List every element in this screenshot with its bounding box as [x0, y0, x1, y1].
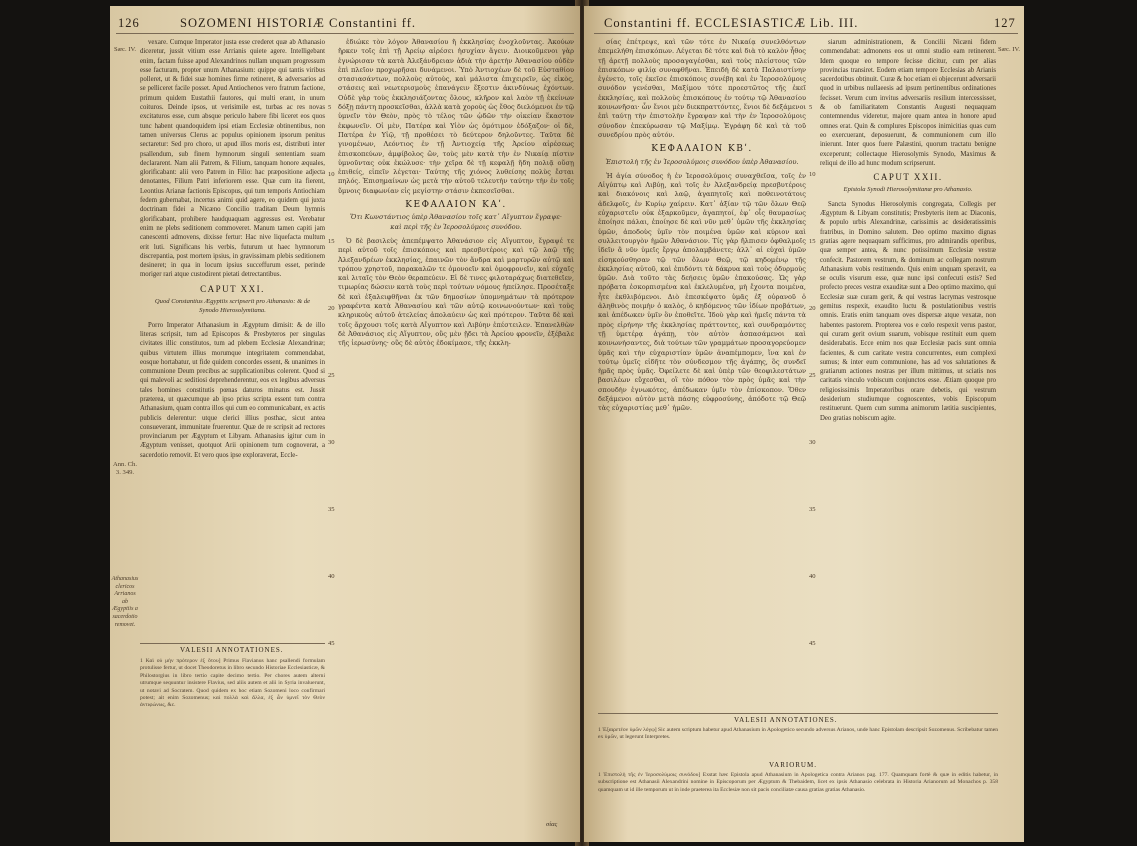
left-chapter-title-latin: CAPUT XXI. [200, 283, 265, 294]
right-latin-column [820, 38, 996, 708]
right-latin-paragraph-2: Sancta Synodus Hierosolymis congregata, Collegis per Ægyptum & Libyam constitutis; Presbyteris item ac Diaconis, & populo urbis Alexandrinæ, carissimis ac desideratissimis fratribus, in Domino salutem. Deo optimo maximo dignas gratias agere nequaquam sufficimus, pro admirandis operibus, quæ semper antea, & nunc potissimum Ecclesiæ vestræ confecit. Pastorem vestrum, & dominum ac collegam nostrum Athanasium vobis restituendo. Quis enim unquam speravit, ea se oculis visurum esse, quæ nunc ipsi confecuti estis? Sed profecto preces vestræ exauditæ sunt a Deo optimo maximo, qui Ecclesiæ suæ curam gerit, & qui vestras lacrymas vestrosque gemitus respexit, exaudito luctu & postulationibus vestris omnis. Eratis enim tanquam oves dispersæ atque vexatæ, non habentes pastorem. Propterea vos e cœlo respexit verus pastor, qui curam gerit ovium suarum, vobisque restituit eum quem desiderabatis. Ecce enim nos quæ Ecclesiæ pacis sunt omnia facientes, & cum caritate vestra concurrentes, eum complexi sumus; & inter eum communione, has ad vos salutationes & gratiarum actiones nostras per illum mittimus, ut sciatis nos caritatis vinculo vobiscum conjunctos esse. Ætiam quoque pro religiosissimis Imperatoribus orare debetis, qui vestrum desiderium studiumque cognoscentes, vobis Episcopum restituerunt. Quem cum summa animorum lætitia suscipientes, Deo gratias nobiscum agite. [820, 200, 996, 422]
right-latin-paragraph-1: siarum administrationem, & Concilii Nicæni fidem commendabat: admonens eos ut omni studio eam retinerent. Idem quoque eo tempore fecisse dicitur, cum per alias provincias transiret. Eodem etiam tempore Ecclesias ab Arianis sacerdotibus obtinuit. Curæ & hoc etiam ei objecerunt adversarii quod in urbibus nullaeesis ad ipsum pertinentibus ordinationes fecisset. Verum cum invitus adversariis resilium intercessisset, & ob familiaritatem Constantis Augusti nequaquam contemnendus videretur, majore quam antea in honore apud omnes erat. Quin & complures Episcopos inimicitias quas cum eo exercuerant, deposuerunt, & communionem cum illo inierunt. Inter quos fuere Palæstini, quorum tractatu benigne exceperunt; collectaque Hierosolymis Synodo, Maximus & reliqui de illo ad hunc modum scripserunt. [820, 39, 996, 167]
right-margin-year: Sæc. IV. [997, 46, 1021, 53]
left-margin-note: Athanasius clericos Arrianos ab Ægyptiis a sacerdotio removet. [111, 576, 139, 628]
left-page [110, 6, 580, 842]
right-line-number: 15 [809, 238, 816, 245]
right-chapter-title-greek: ΚΕΦΑΛΑΙΟΝ ΚΒʹ. [651, 144, 753, 155]
left-line-number: 15 [328, 238, 335, 245]
left-catchword: σίας [546, 821, 558, 828]
left-running-head: SOZOMENI HISTORIÆ Constantini ff. [180, 16, 417, 30]
right-line-number: 20 [809, 305, 816, 312]
right-page [584, 6, 1024, 842]
left-line-number: 5 [328, 104, 332, 111]
right-line-number: 45 [809, 640, 816, 647]
right-line-number: 40 [809, 573, 816, 580]
left-margin-date: Ann. Ch. 3. 349. [113, 461, 137, 477]
left-line-number: 25 [328, 372, 335, 379]
left-line-number: 40 [328, 573, 335, 580]
left-notes-text: 1 Καὶ οὐ μὴν πρότερον ἐξ ὅτου] Primus Flavianus hanc psallendi formulam protulisse fertur, ut docet Theodoretus in libro secundo Historiae Ecclesiasticæ, & Philostorgius in libro tertio capite decimo tertio. Per chores autem alterni utrumque sequuntur insistere Flavius, sed aliis autem et alii in Syria invaluerunt, ut notavi ad Socratem. Quod quidem ex hoc etiam Sozomeni loco confirmari potest; ait enim Sozomenus; καὶ πολλὰ καὶ ἄλλα, ἐξ ὧν ὑμνεῖ τὸν Θεὸν ἀντιφώνως, &c. [140, 658, 325, 709]
left-notes-rule [140, 643, 325, 644]
right-line-number: 35 [809, 506, 816, 513]
left-page-number: 126 [118, 16, 140, 30]
right-chapter-title-latin: CAPUT XXII. [873, 172, 943, 183]
right-head-rule [594, 33, 1018, 34]
right-notes-heading: VALESII ANNOTATIONES. [734, 716, 838, 724]
left-line-number: 30 [328, 439, 335, 446]
right-greek-paragraph-2: Ἡ ἁγία σύνοδος ἡ ἐν Ἱεροσολύμοις συναχθεῖσα, τοῖς ἐν Αἰγύπτῳ καὶ Λιβύῃ, καὶ τοῖς ἐν Ἀλεξανδρείᾳ πρεσβυτέροις καὶ διακόνοις καὶ λαῷ, ἀγαπητοῖς καὶ ποθεινοτάτοις ἀδελφοῖς, ἐν Κυρίῳ χαίρειν. Κατ᾽ ἀξίαν τῷ τῶν ὅλων Θεῷ εὐχαριστεῖν οὐκ ἐξαρκοῦμεν, ἀγαπητοί, ἐφ᾽ οἷς θαυμασίως ἐποίησε πάλαι, ἐποίησε δὲ καὶ νῦν μεθ᾽ ὑμῶν τῆς ἐκκλησίας ὑμῶν, ἀποδοὺς ὑμῖν τὸν ποιμένα ὑμῶν καὶ κύριον καὶ συλλειτουργὸν ἡμῶν Ἀθανάσιον. Τίς γὰρ ἤλπισεν ὀφθαλμοῖς ἰδεῖν ἃ νῦν ὑμεῖς ἔργῳ ἀπολαμβάνετε; ἀλλ᾽ αἱ εὐχαὶ ὑμῶν εἰσηκούσθησαν τῷ τῶν ὅλων Θεῷ, τῷ κηδομένῳ τῆς ἐκκλησίας αὐτοῦ, καὶ ἐπιδόντι τὰ δάκρυα καὶ τοὺς ὀδυρμοὺς ὑμῶν. Διὰ τοῦτο τὰς δεήσεις ὑμῶν ἐπακούσας. Ὡς γὰρ πρόβατα ἐσκορπισμένα καὶ ἐκλελυμένα, μὴ ἔχοντα ποιμένα, ἦτε ἐκθλιβόμενοι. Διὸ ἐπεσκέψατο ὑμᾶς ἐξ οὐρανοῦ ὁ ἀληθινὸς ποιμὴν ὁ καλὸς, ὁ κηδόμενος τῶν ἰδίων προβάτων, καὶ ἀπέδωκεν ὑμῖν ὃν ἐποθεῖτε. Ἰδοὺ γὰρ καὶ ἡμεῖς πάντα τὰ πρὸς εἰρήνην τῆς ἐκκλησίας πράττοντες, καὶ συνδραμόντες τῇ ὑμετέρᾳ ἀγάπῃ, τὸν αὐτὸν ἀσπασάμενοι καὶ κοινωνήσαντες, διὰ τούτων τῶν γραμμάτων προσαγορεύομεν ὑμᾶς καὶ τὴν εὐχαριστίαν ὑμῶν ἀναπέμπομεν, ἵνα καὶ ἐν τούτῳ ὑμεῖς εἰδῆτε τὸν σύνδεσμον τῆς ἀγάπης, ὃς συνδεῖ ἡμᾶς πρὸς ὑμᾶς. Ὀφείλετε δὲ καὶ ὑπὲρ τῶν θεοφιλεστάτων βασιλέων εὔχεσθαι, οἳ τὸν πόθον τὸν πρὸς ὑμᾶς καὶ τὴν σπουδὴν ἐγνωκότες, ἀπέδωκαν ὑμῖν τὸν ἐπίσκοπον. Ὅθεν δεξάμενοι αὐτὸν μετὰ πάσης εὐφροσύνης, ἀπόδοτε τῷ Θεῷ τὰς εὐχαριστίας μεθ᾽ ἡμῶν. [598, 171, 806, 413]
left-line-number: 35 [328, 506, 335, 513]
left-latin-column [140, 38, 325, 638]
left-line-number: 20 [328, 305, 335, 312]
right-line-number: 30 [809, 439, 816, 446]
right-page-number: 127 [994, 16, 1016, 30]
right-line-number: 25 [809, 372, 816, 379]
right-notes-text: 1 Ἐξαιρετέον ὑμῶν λόγῳ] Sic autem scriptum habetur apud Athanasium in Apologetico secundo adversus Arianos, unde hanc Epistolam descripsit Sozomenus. Scribebatur tamen ex ὑμῶν, ut legerunt Interpretes. [598, 727, 998, 741]
right-variorum-heading: VARIORUM. [769, 761, 817, 769]
left-line-number: 10 [328, 171, 335, 178]
left-head-rule [116, 33, 574, 34]
right-line-number: 5 [809, 104, 813, 111]
left-notes-heading: VALESII ANNOTATIONES. [180, 646, 284, 654]
left-latin-paragraph-2: Porro Imperator Athanasium in Ægyptum dimisit: & de illo literas scripsit, tum ad Episcopos & Presbyteros per singulas civitates illic constitutos, tum ad plebem Ecclesiæ Alexandrinæ; quibus virtutem illius morumque integritatem commendabat, eosque hortabatur, ut fide quidem concordes essent, & unanimes in communione Deum precibus ac supplicationibus colerent. Quod si qui malevoli ac seditiosi deprehenderentur, eos ex legibus adversus tales homines constitutis pœnas daturos minatus est. Jussit præterea, ut quæcumque ab ipso prius scripta essent tum contra Athanasium, quam contra illos qui cum eo communicabant, ex actis publicis delerentur: utque clerici illius posthac, sicut antea consueverant, immunitate fruerentur. Quæ de re scripsit ad rectores provinciarum per Ægyptum et Libyam. Athanasius igitur cum in Ægyptum venisset, quotquot Arii opinionem tum cognoverat, a sacerdotio removit. Et vero quos ipse exploraverat, Eccle- [140, 321, 325, 459]
left-line-number: 45 [328, 640, 335, 647]
right-running-head: Constantini ff. ECCLESIASTICÆ Lib. III. [604, 16, 859, 30]
right-variorum-text: 1 Ἐπιστολὴ τῆς ἐν Ἱεροσολύμοις συνόδου] Exstat hæc Epistola apud Athanasium in Apologetica contra Arianos pag. 177. Quamquam fortè & quæ in editis habetur, in subscriptione est Athanasii Alexandrini nomine in Episcoporum per Ægyptum & Thebaidem, licet ex ipsis Athanasio celebrata in Historia Arianorum ad Monachos p. 358 quamquam ut id ille temporum ut in inde praeterea ita Ecclesiæ non sit pacis conciliatæ causa gratias gratias Athanasio. [598, 772, 998, 793]
left-greek-column [338, 38, 574, 728]
right-chapter-summary-latin: Epistola Synodi Hierosolymitanæ pro Athanasio. [843, 186, 973, 194]
right-notes-rule [598, 713, 998, 714]
left-greek-paragraph-1: ἐδιώκε τὸν λόγον Ἀθανασίου ἢ ἐκκλησίας ἐνοχλοῦντας. Ἀκούων ἤρκεν τοῖς ἐπὶ τῇ Ἀρείῳ αἱρέσει ἡσυχίαν ἄγειν. Διοικοῦμενοι γὰρ ἐγνώρισαν τὰ κατὰ Ἀλεξάνδρειαν ἀδιὰ τὴν ἀρετὴν Ἀθανασίου οὐδὲν ἐπὶ πλεῖον προχωρῆσαι δυνάμενοι. Ὑπὸ Ἀντιοχέων δὲ τοῦ Εὐσταθίου στασιασάντων, πολλοὺς αὐτοὺς, καὶ μάλιστα ἐπιχειρεῖν, ὡς εἰκὸς, στάσεις καὶ νεωτερισμοὺς ἐπανάγειν ἔξεστιν ἀκινδύνως ἐχόντων. Οὐδὲ γὰρ τοὺς ἐκκλησιάζοντας ὅλους, κλῆρον καὶ λαὸν τῇ ἐκείνων δόξῃ πάντη προσκεῖσθαι, ἀλλὰ κατὰ χοροὺς ὡς ἔθος διελόμενοι ἐν τῷ ὑμνεῖν τὸν Θεὸν, πρὸς τὸ τέλος τῶν ᾠδῶν τὴν οἰκείαν ἕκαστον ἐκφωνεῖν. Οἱ μὲν, Πατέρα καὶ Υἱὸν ὡς ὁμότιμον ἐδόξαζον· οἱ δὲ, Πατέρα ἐν Υἱῷ, τῇ προθέσει τὸ δεύτερον δηλοῦντες. Ταῦτα δὲ γινομένων, Λεόντιος ἐν τῇ Ἀντιοχείᾳ τῆς Ἀρείου αἱρέσεως ἐπισκοπεύων, ἀμφίβολος ὢν, τοὺς μὲν κατὰ τὴν ἐν Νικαίᾳ πίστιν ὑμνοῦντας οὐκ ἐκώλυσε· τὴν χεῖρα δὲ τῇ κεφαλῇ ἤδη πολιᾷ οὔσῃ ἐπιθείς, εἰπεῖν λέγεται· Ταύτης τῆς χιόνος λυθείσης πολὺς ἔσται πηλός. Ἐπισημαίνων ὡς μετὰ τὴν αὐτοῦ τελευτὴν ταύτην τὴν ἐν τοῖς ὕμνοις διαφωνίαν εἰς μεγίστην στάσιν ἐκπεσεῖσθαι. [338, 38, 574, 195]
left-chapter-summary-greek: Ὅτι Κωνστάντιος ὑπὲρ Ἀθανασίου τοῖς κατ᾽ Αἴγυπτον ἔγραψε· καὶ περὶ τῆς ἐν Ἱεροσολύμοις συνόδου. [349, 213, 563, 231]
right-line-number: 10 [809, 171, 816, 178]
left-chapter-summary-latin: Quod Constantius Ægyptiis scripserit pro Athanasio: & de Synodo Hierosolymitana. [154, 298, 311, 315]
left-greek-paragraph-2: Ὁ δὲ βασιλεὺς ἀπεπέμψατο Ἀθανάσιον εἰς Αἴγυπτον, ἔγραψέ τε περὶ αὐτοῦ τοῖς ἐπισκόποις καὶ πρεσβυτέροις καὶ τῷ λαῷ τῆς Ἀλεξανδρέων ἐκκλησίας, ἐπαινῶν τὸν ἄνδρα καὶ μαρτυρῶν αὐτῷ καὶ τρόπου χρηστοῦ, παρακαλῶν τε ὁμονοεῖν καὶ ὁμοφρονεῖν, καὶ εὐχαῖς καὶ λιταῖς τὸν Θεὸν θεραπεύειν. Εἰ δὲ τινες φιλοταράχως διατεθεῖεν, τιμωρίας δώσειν κατὰ τοὺς περὶ τούτων νόμους ἠπείλησε. Προσέταξε δὲ καὶ ἐξαλειφθῆναι ἐκ τῶν δημοσίων ὑπομνημάτων τὰ πρότερον γραφέντα κατὰ Ἀθανασίου καὶ τῶν αὐτῷ κοινωνούντων· καὶ τοὺς κληρικοὺς αὐτοῦ ἀτελείας ἀπολαύειν ὡς καὶ πρότερον. Ταῦτα δὲ καὶ τοῖς ἄρχουσι τοῖς κατὰ Αἴγυπτον καὶ Λιβύην ἐπέστειλεν. Ἐπανελθὼν δὲ Ἀθανάσιος εἰς Αἴγυπτον, οὓς μὲν ᾔδει τὰ Ἀρείου φρονεῖν, ἐξέβαλε τῆς ἱερωσύνης· οὓς δὲ αὐτὸς ἐδοκίμασε, τῆς ἐκκλη- [338, 236, 574, 348]
right-greek-paragraph-1: σίας ἐπέτρεψε, καὶ τῶν τότε ἐν Νικαίᾳ συνελθόντων ἐπεμελήθη ἐπισκόπων. Λέγεται δὲ τότε καὶ διὰ τὸ καλὸν ἦθος τῇ ἀρετῇ πολλοὺς προσαγαγέσθαι, καὶ τοὺς πλείστους τῶν ἐπισκόπων φιλίᾳ συναφθῆναι. Ἐπειδὴ δὲ κατὰ Παλαιστίνην ἐγένετο, τοῖς ἐκεῖσε ἐπισκόποις συνέβη καὶ ἐν Ἱεροσολύμοις συνόδον γενέσθαι, Μαξίμου τότε προεστῶτος τῆς ἐκεῖ ἐκκλησίας, καὶ πολλοὺς ἐπισκόπους ἐν τούτῳ τῷ Ἀθανασίου κοινωνῆσαι· ὧν ἔνιοι μὲν διεκπραττόντες, ἔνιοι δὲ δεξάμενοι ἐπὶ ταύτῃ τὴν ἐπιστολὴν ἔγραψαν καὶ τὴν ἐν Ἱεροσολύμοις σύνοδον ἐπεκύρωσαν τῷ Μαξίμῳ. Ἐγράφη δὲ καὶ τὰ τοῦ συνεδρίου πρὸς αὐτόν. [598, 38, 806, 139]
right-chapter-summary-greek: Ἐπιστολὴ τῆς ἐν Ἱεροσολύμοις συνόδου ὑπὲρ Ἀθανασίου. [605, 157, 799, 166]
left-margin-year: Sæc. IV. [113, 46, 137, 53]
left-chapter-title-greek: ΚΕΦΑΛΑΙΟΝ ΚΑʹ. [405, 200, 507, 211]
left-latin-paragraph-1: vexare. Cumque Imperator justa esse crederet quæ ab Athanasio diceretur, jussit vitium esse Arrianis quiete agere. Intelligebant enim, factam fuisse apud Alexandrinos nullam unquam progressum esse facturam, propter unum Athanasium: quippe qui tantis viribus polleret, ut & fidei suæ homines firme retineret, & adversarios ad se pelliceret facile posset. Apud Antiochenos vero fratrum factione, primum quidem Eustathii fautores, qui multi erant, in unum coituros. Deinde ipsos, ut verisimile est, turbas ac res novas excitaturos esse, cum absque periculo habere fibi liceret eos quos tunc habent quandoquidem ipsi etiam Ecclesiæ obtinentibus, non tamen universus Clerus ac populus opinionem ipsorum penitus sectaretur: Sed pro choro, ut apud illos moris est, distributi inter psallendum, sub finem hymnorum singuli sententiam suam declararent. Nam alii Patrem, & Filium, tanquam honore æquales, glorificabant: alii vero Patrem in Filio: hac præpositione adjecta denotantes, Filium Patri inferiorem esse. Quæ cum ita fierent, Leontius Arianæ factionis Episcopus, qui tum temporis Antiochiam fedem gubernabat, incertus animi quid agere, eo quidem qui juxta doctrinam fidei a Nicæno Concilio traditam Deum hymnis glorificabant, prohibere haudquaquam aggressus est. Verebatur enim ne plebs seditionem commoveret. Manum tamen capiti jam canescenti admovens, dixisse fertur: Hac nive liquefacta multum erit luti. Significans his verbis, futurum ut haec hymnorum discrepantia, post mortem ipsius, in gravissimam plebis seditionem desineret; in qua in locum ipsius succeffurum esset, perinde moriger rari atque custodirent pietati detrectantibus. [140, 39, 325, 279]
right-greek-column [598, 38, 806, 708]
